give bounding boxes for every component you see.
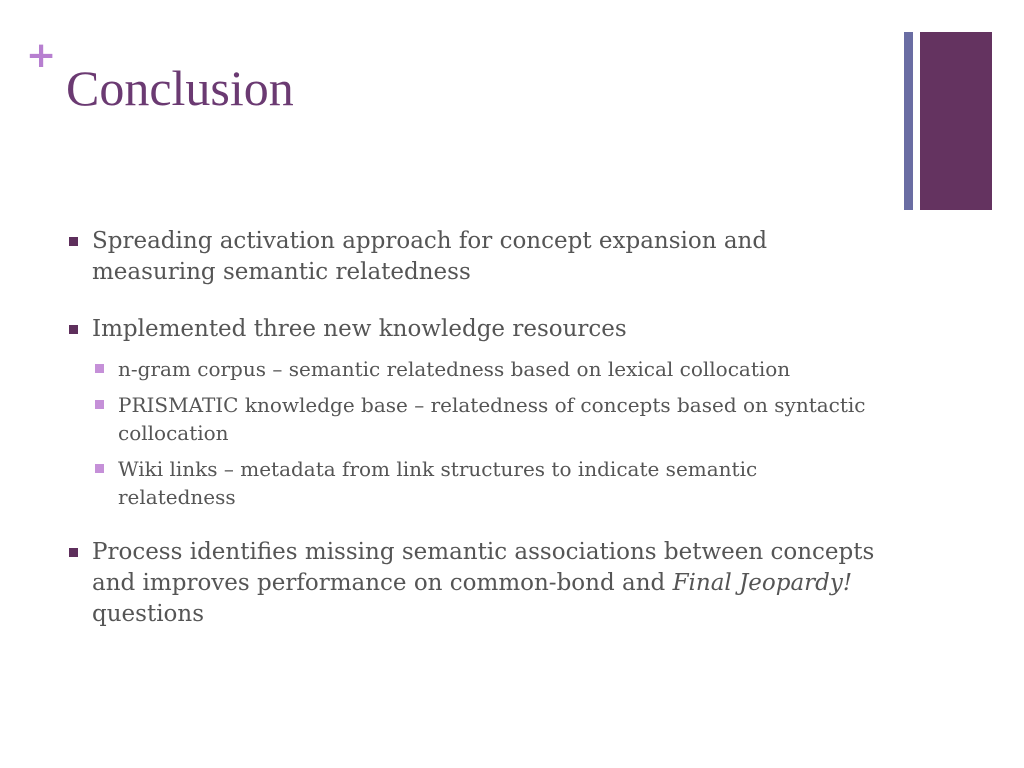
decorative-thin-bar [904, 32, 913, 210]
sub-bullet-list [93, 355, 877, 511]
bullet-item [67, 537, 877, 630]
bullet-text-italic: Final Jeopardy! [672, 570, 853, 596]
sub-bullet-text: n-gram corpus – semantic relatedness based on lexical collocation [118, 357, 791, 381]
sub-bullet-text: PRISMATIC knowledge base – relatedness of concepts based on syntactic collocation [118, 393, 866, 445]
square-bullet-icon [69, 237, 78, 246]
bullet-item [67, 226, 877, 288]
bullet-text: Spreading activation approach for concept expansion and measuring semantic relatedness [92, 228, 768, 285]
bullet-text-start: Process identifies missing semantic associations between concepts and improves performance on common-bond and [92, 539, 875, 596]
bullet-text-end: questions [92, 601, 205, 627]
sub-bullet-item [93, 355, 877, 383]
square-sub-bullet-icon [95, 400, 104, 409]
sub-bullet-item [93, 455, 877, 511]
sub-bullet-item [93, 391, 877, 447]
bullet-list [67, 226, 877, 656]
square-sub-bullet-icon [95, 464, 104, 473]
sub-bullet-text: Wiki links – metadata from link structures to indicate semantic relatedness [118, 457, 758, 509]
bullet-text: Implemented three new knowledge resources [92, 316, 627, 342]
bullet-item [67, 314, 877, 511]
decorative-thick-bar [920, 32, 992, 210]
square-sub-bullet-icon [95, 364, 104, 373]
square-bullet-icon [69, 325, 78, 334]
square-bullet-icon [69, 548, 78, 557]
slide-title: Conclusion [66, 60, 294, 116]
plus-icon: + [26, 35, 57, 76]
